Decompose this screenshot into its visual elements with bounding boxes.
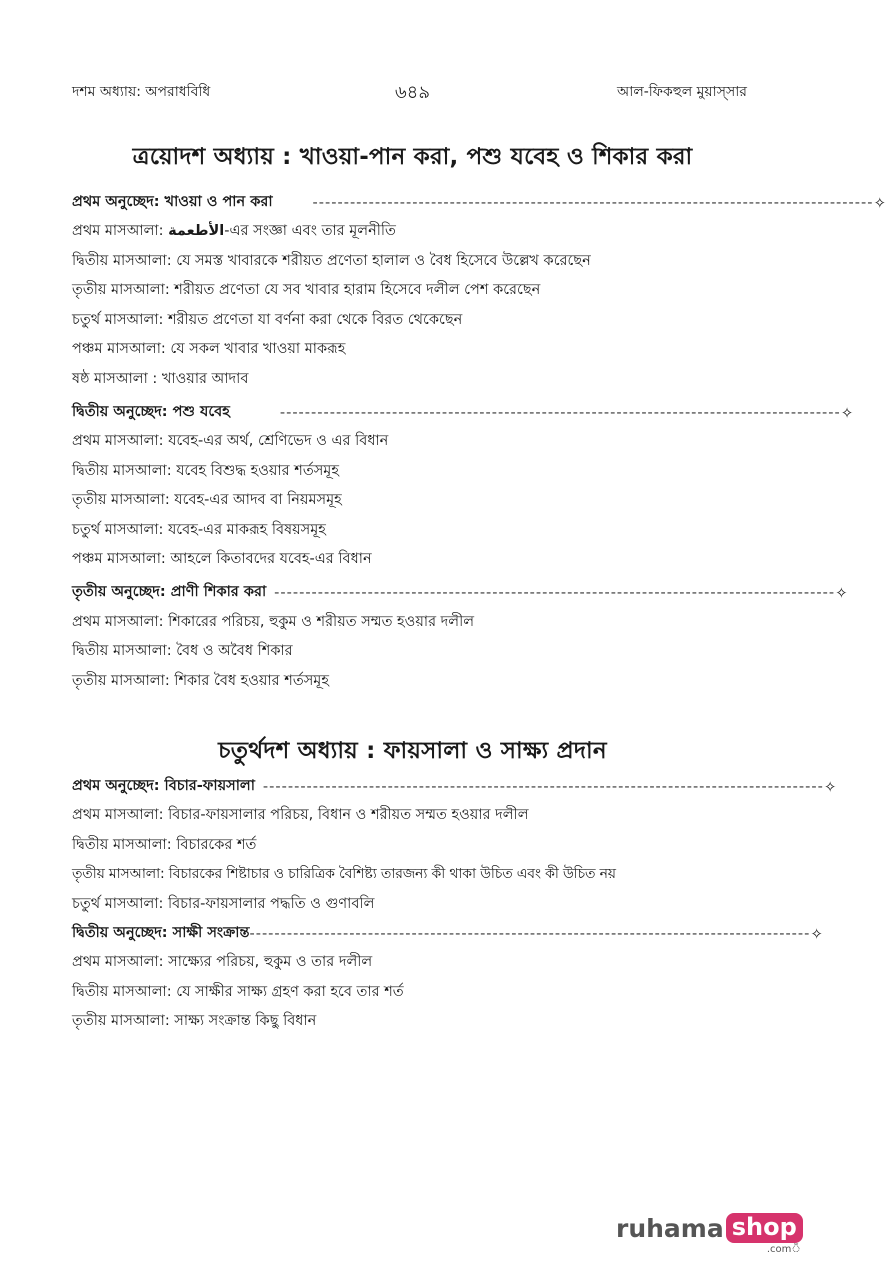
dotted-leader: ------------------------------------------------------------------------------------------ — [249, 925, 811, 942]
list-item: প্রথম মাসআলা: সাক্ষ্যের পরিচয়, হুকুম ও তার দলীল — [72, 954, 373, 970]
leader-end-icon: ✧ — [840, 403, 854, 422]
dotted-leader: ------------------------------------------------------------------------------------------ — [262, 778, 824, 795]
section-title: তৃতীয় অনুচ্ছেদ: প্রাণী শিকার করা — [72, 584, 267, 600]
list-item: প্রথম মাসআলা: বিচার-ফায়সালার পরিচয়, বিধান ও শরীয়ত সম্মত হওয়ার দলীল — [72, 807, 529, 823]
section-title: প্রথম অনুচ্ছেদ: বিচার-ফায়সালা — [72, 777, 255, 794]
logo-text-com: .comঁ — [766, 1244, 801, 1255]
chapter-14-contents — [72, 772, 837, 1037]
list-item: চতুর্থ মাসআলা: যবেহ-এর মাকরূহ বিষয়সমূহ — [72, 521, 326, 538]
list-item: তৃতীয় মাসআলা: শিকার বৈধ হওয়ার শর্তসমূহ — [72, 672, 329, 689]
leader-end-icon: ✧ — [873, 193, 886, 212]
dotted-leader: ------------------------------------------------------------------------------------------ — [274, 585, 836, 601]
dotted-leader: ------------------------------------------------------------------------------------------ — [312, 194, 874, 211]
ruhamashop-logo — [616, 1213, 803, 1255]
running-header-book-title: আল-ফিকহুল মুয়াস্সার — [616, 84, 747, 100]
list-item: তৃতীয় মাসআলা: যবেহ-এর আদব বা নিয়মসমূহ — [72, 492, 342, 508]
list-item: দ্বিতীয় মাসআলা: যে সাক্ষীর সাক্ষ্য গ্রহণ করা হবে তার শর্ত — [72, 983, 404, 1000]
section-title: দ্বিতীয় অনুচ্ছেদ: সাক্ষী সংক্রান্ত — [72, 924, 250, 941]
list-item: দ্বিতীয় মাসআলা: বিচারকের শর্ত — [72, 836, 257, 853]
list-item: তৃতীয় মাসআলা: সাক্ষ্য সংক্রান্ত কিছু বিধান — [72, 1013, 317, 1029]
chapter-14-title: চতুর্থদশ অধ্যায় : ফায়সালা ও সাক্ষ্য প্রদান — [218, 738, 607, 764]
section-heading — [72, 398, 854, 427]
item-label: প্রথম মাসআলা: — [72, 223, 164, 239]
section-title: প্রথম অনুচ্ছেদ: খাওয়া ও পান করা — [72, 193, 273, 210]
chapter-13-contents — [72, 188, 886, 696]
list-item: দ্বিতীয় মাসআলা: বৈধ ও অবৈধ শিকার — [72, 643, 293, 659]
page-number: ৬৪৯ — [394, 82, 431, 103]
arabic-term: الأطعمة — [168, 223, 225, 239]
list-item: তৃতীয় মাসআলা: বিচারকের শিষ্টাচার ও চারিত্রিক বৈশিষ্ট্য তারজন্য কী থাকা উচিত এবং কী উচিত নয় — [72, 866, 616, 882]
section-heading — [72, 772, 837, 801]
item-rest: -এর সংজ্ঞা এবং তার মূলনীতি — [224, 223, 396, 239]
logo-text-shop: shop — [726, 1213, 803, 1243]
section-heading — [72, 919, 823, 948]
dotted-leader: ------------------------------------------------------------------------------------------ — [279, 404, 841, 421]
chapter-13-title: ত্রয়োদশ অধ্যায় : খাওয়া-পান করা, পশু যবেহ ও শিকার করা — [132, 144, 693, 170]
logo-text-ruhama: ruhama — [616, 1213, 724, 1243]
list-item: প্রথম মাসআলা: যবেহ-এর অর্থ, শ্রেণিভেদ ও এর বিধান — [72, 433, 389, 449]
list-item: চতুর্থ মাসআলা: শরীয়ত প্রণেতা যা বর্ণনা করা থেকে বিরত থেকেছেন — [72, 311, 463, 328]
leader-end-icon: ✧ — [810, 924, 823, 943]
list-item: চতুর্থ মাসআলা: বিচার-ফায়সালার পদ্ধতি ও গুণাবলি — [72, 895, 375, 912]
leader-end-icon: ✧ — [835, 584, 848, 602]
section-heading — [72, 579, 848, 608]
leader-end-icon: ✧ — [823, 777, 837, 796]
section-title: দ্বিতীয় অনুচ্ছেদ: পশু যবেহ — [72, 403, 230, 420]
running-header-chapter: দশম অধ্যায়: অপরাধবিধি — [72, 84, 211, 100]
list-item: পঞ্চম মাসআলা: যে সকল খাবার খাওয়া মাকরূহ — [72, 341, 346, 357]
list-item: পঞ্চম মাসআলা: আহলে কিতাবদের যবেহ-এর বিধান — [72, 551, 372, 567]
list-item: ষষ্ঠ মাসআলা : খাওয়ার আদাব — [72, 370, 249, 387]
list-item: দ্বিতীয় মাসআলা: যবেহ বিশুদ্ধ হওয়ার শর্তসমূহ — [72, 462, 339, 479]
list-item: প্রথম মাসআলা: শিকারের পরিচয়, হুকুম ও শরীয়ত সম্মত হওয়ার দলীল — [72, 613, 475, 630]
list-item: দ্বিতীয় মাসআলা: যে সমস্ত খাবারকে শরীয়ত প্রণেতা হালাল ও বৈধ হিসেবে উল্লেখ করেছেন — [72, 252, 591, 269]
list-item: তৃতীয় মাসআলা: শরীয়ত প্রণেতা যে সব খাবার হারাম হিসেবে দলীল পেশ করেছেন — [72, 282, 541, 298]
list-item — [72, 217, 762, 247]
section-heading — [72, 188, 886, 217]
